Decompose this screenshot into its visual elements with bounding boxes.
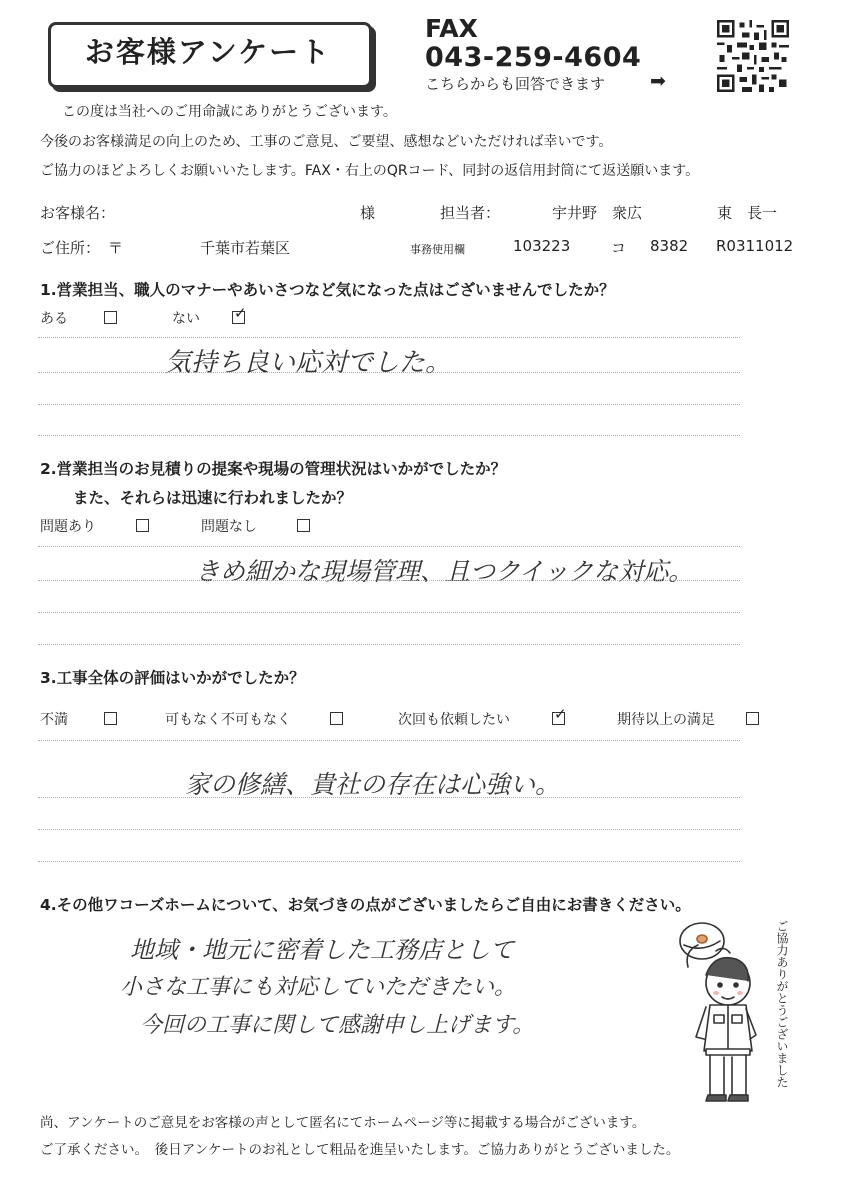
q1-option-yes-checkbox[interactable] (104, 311, 117, 324)
worker-mascot-illustration (676, 915, 774, 1110)
fax-number: 043-259-4604 (425, 42, 642, 73)
office-code-3: 8382 (650, 237, 689, 255)
page-title: お客様アンケート (84, 35, 332, 69)
intro-line-1: この度は当社へのご用命誠にありがとうございます。 (62, 104, 397, 120)
question-2-line-2: また、それらは迅速に行われましたか？ (73, 489, 353, 507)
q2-answer: きめ細かな現場管理、且つクイックな対応。 (195, 557, 694, 586)
q3-option-1-label: 不満 (40, 712, 68, 728)
q2-option-no-label: 問題なし (201, 519, 257, 535)
office-code-4: R0311012 (716, 237, 794, 255)
q4-answer-line-1: 地域・地元に密着した工務店として (130, 936, 514, 964)
staff-name-1: 宇井野 衆広 (552, 204, 643, 222)
question-4: 4.その他ワコーズホームについて、お気づきの点がございましたらご自由にお書きください。 (40, 896, 691, 914)
q2-option-no-checkbox[interactable] (297, 519, 310, 532)
q4-answer-line-3: 今回の工事に関して感謝申し上げます。 (140, 1013, 535, 1038)
address-value: 千葉市若葉区 (200, 239, 291, 257)
q2-option-yes-label: 問題あり (40, 519, 96, 535)
q1-answer: 気持ち良い応対でした。 (165, 348, 452, 378)
q1-option-yes-label: ある (40, 311, 68, 327)
office-code-2: コ (611, 239, 627, 257)
fax-label: FAX (425, 14, 478, 43)
address-label: ご住所： (40, 239, 101, 257)
customer-name-label: お客様名： (40, 204, 116, 222)
side-thanks-text: ご協力ありがとうございました (775, 920, 789, 1088)
office-code-1: 103223 (513, 237, 571, 255)
question-2-line-1: 2.営業担当のお見積りの提案や現場の管理状況はいかがでしたか？ (40, 460, 507, 478)
intro-line-2: 今後のお客様満足の向上のため、工事のご意見、ご要望、感想などいただければ幸いです。 (40, 134, 613, 150)
office-use-label: 事務使用欄 (410, 243, 465, 256)
staff-name-2: 東 長一 (717, 204, 778, 222)
question-1: 1.営業担当、職人のマナーやあいさつなど気になった点はございませんでしたか？ (40, 281, 615, 299)
honorific: 様 (360, 204, 376, 222)
q3-option-2-label: 可もなく不可もなく (165, 712, 291, 728)
q3-check-mark-icon: ✓ (554, 705, 567, 723)
q1-option-no-label: ない (172, 311, 200, 327)
q1-check-mark-icon: ✓ (234, 304, 247, 322)
footer-line-1: 尚、アンケートのご意見をお客様の声として匿名にてホームページ等に掲載する場合がございます。 (40, 1115, 646, 1131)
arrow-right-icon: ➡ (650, 70, 666, 92)
q3-option-4-label: 期待以上の満足 (617, 712, 715, 728)
q3-option-4-checkbox[interactable] (746, 712, 759, 725)
q3-answer: 家の修繕、貴社の存在は心強い。 (185, 770, 561, 799)
q3-option-1-checkbox[interactable] (104, 712, 117, 725)
q3-option-3-label: 次回も依頼したい (398, 712, 510, 728)
q4-answer-line-2: 小さな工事にも対応していただきたい。 (120, 975, 517, 1000)
fax-note: こちらからも回答できます (425, 75, 606, 93)
qr-code-icon[interactable] (717, 20, 789, 92)
staff-label: 担当者： (440, 204, 501, 222)
q3-option-2-checkbox[interactable] (330, 712, 343, 725)
question-3: 3.工事全体の評価はいかがでしたか？ (40, 669, 305, 687)
postal-mark: 〒 (108, 239, 124, 257)
q2-option-yes-checkbox[interactable] (136, 519, 149, 532)
footer-line-2: ご了承ください。 後日アンケートのお礼として粗品を進呈いたします。ご協力ありがとうございました。 (40, 1142, 680, 1158)
intro-line-3: ご協力のほどよろしくお願いいたします。FAX・右上のQRコード、同封の返信用封筒にて返送願います。 (40, 163, 700, 179)
